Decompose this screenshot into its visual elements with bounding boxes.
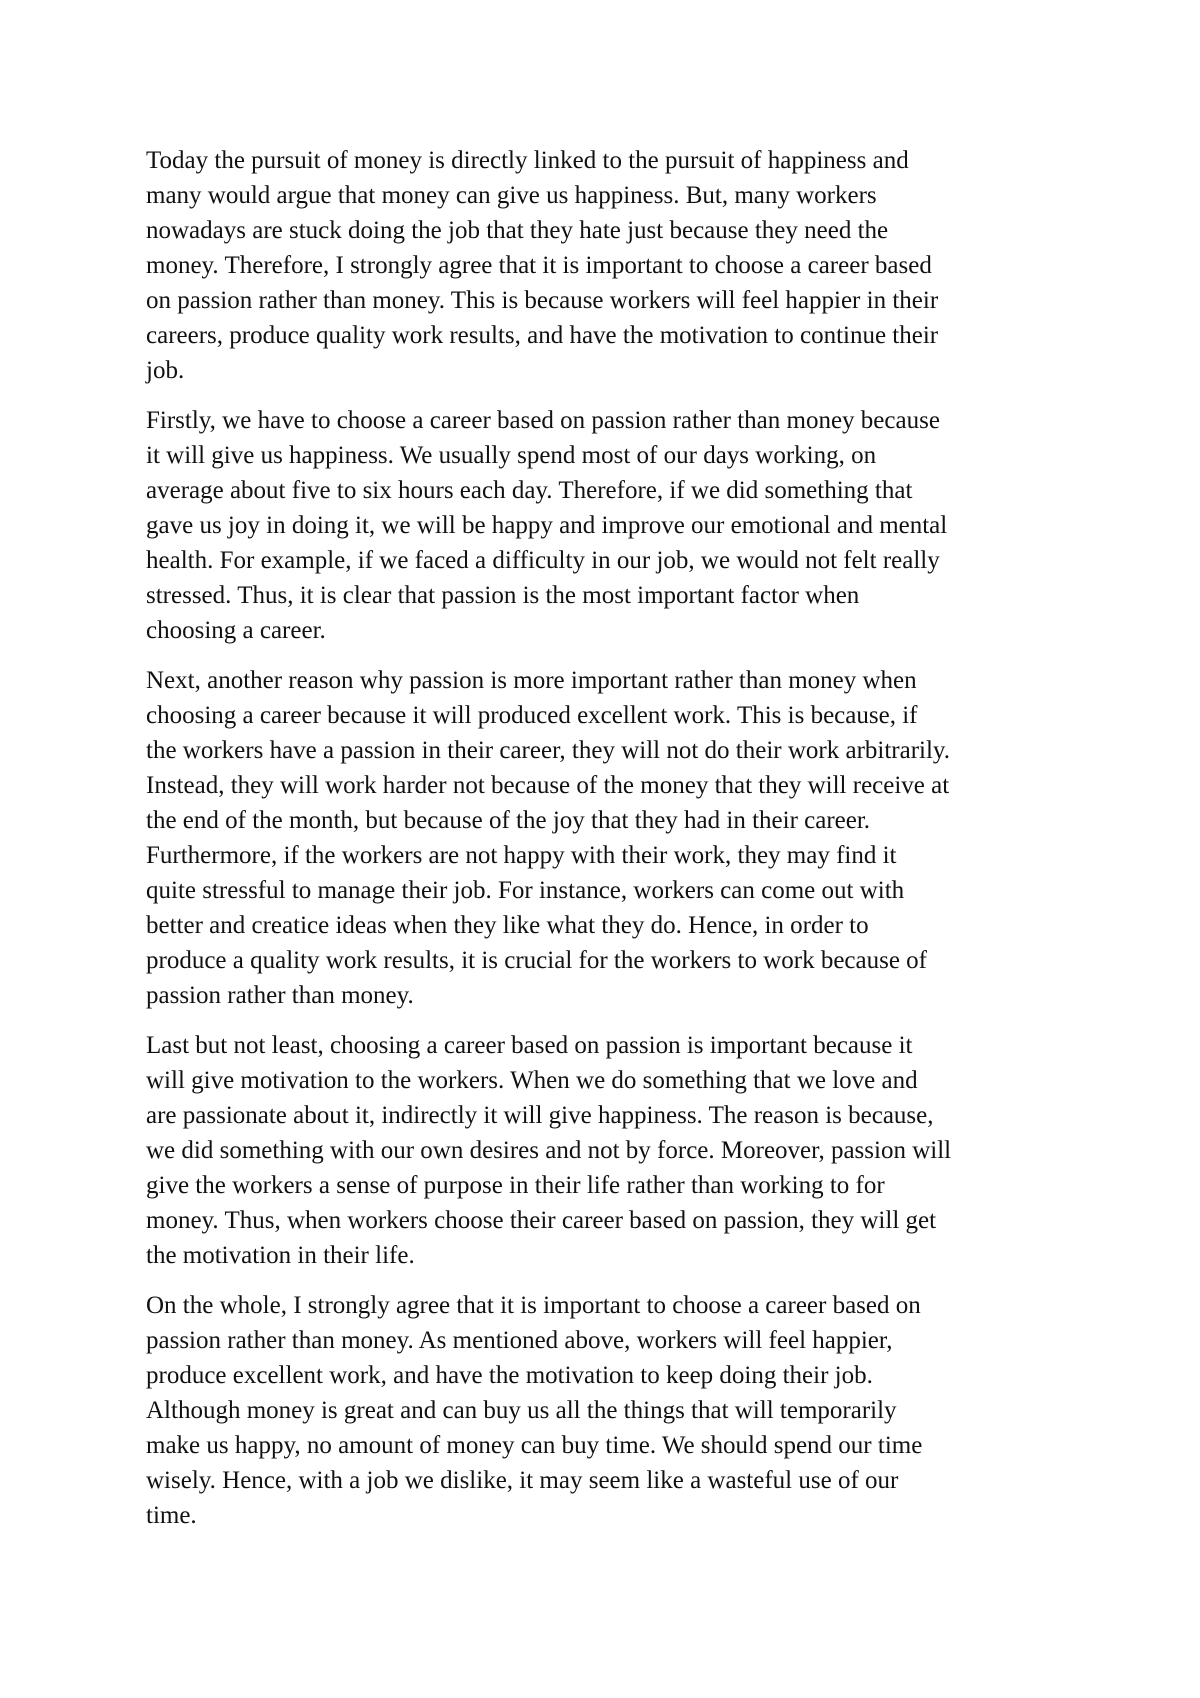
paragraph-conclusion [146, 1288, 1066, 1533]
text-line: better and creatice ideas when they like what they do. Hence, in order to [146, 912, 869, 939]
text-line: average about five to six hours each day. Therefore, if we did something that [146, 477, 913, 504]
text-line: money. Therefore, I strongly agree that it is important to choose a career based [146, 252, 932, 279]
text-line: Last but not least, choosing a career based on passion is important because it [146, 1032, 913, 1059]
text-line: make us happy, no amount of money can buy time. We should spend our time [146, 1432, 923, 1459]
paragraph-body-1 [146, 403, 1066, 648]
paragraph-introduction [146, 143, 1066, 388]
text-line: passion rather than money. As mentioned above, workers will feel happier, [146, 1327, 893, 1354]
text-line: money. Thus, when workers choose their career based on passion, they will get [146, 1207, 937, 1234]
text-line: Next, another reason why passion is more important rather than money when [146, 667, 917, 694]
text-line: it will give us happiness. We usually spend most of our days working, on [146, 442, 877, 469]
paragraph-body-3 [146, 1028, 1066, 1273]
text-line: health. For example, if we faced a difficulty in our job, we would not felt really [146, 547, 940, 574]
text-line: we did something with our own desires and not by force. Moreover, passion will [146, 1137, 952, 1164]
text-line: the motivation in their life. [146, 1242, 415, 1269]
text-line: the end of the month, but because of the joy that they had in their career. [146, 807, 871, 834]
text-line: will give motivation to the workers. When we do something that we love and [146, 1067, 918, 1094]
text-line: passion rather than money. [146, 982, 414, 1009]
text-line: are passionate about it, indirectly it will give happiness. The reason is because, [146, 1102, 934, 1129]
text-line: choosing a career. [146, 617, 326, 644]
text-line: the workers have a passion in their career, they will not do their work arbitrarily. [146, 737, 951, 764]
text-line: Firstly, we have to choose a career based on passion rather than money because [146, 407, 940, 434]
document-body [146, 143, 1066, 1548]
text-line: quite stressful to manage their job. For instance, workers can come out with [146, 877, 905, 904]
text-line: Furthermore, if the workers are not happy with their work, they may find it [146, 842, 897, 869]
text-line: job. [146, 357, 185, 384]
text-line: choosing a career because it will produced excellent work. This is because, if [146, 702, 918, 729]
text-line: many would argue that money can give us happiness. But, many workers [146, 182, 877, 209]
text-line: Today the pursuit of money is directly linked to the pursuit of happiness and [146, 147, 909, 174]
text-line: produce a quality work results, it is crucial for the workers to work because of [146, 947, 928, 974]
text-line: stressed. Thus, it is clear that passion is the most important factor when [146, 582, 860, 609]
text-line: careers, produce quality work results, and have the motivation to continue their [146, 322, 939, 349]
text-line: On the whole, I strongly agree that it is important to choose a career based on [146, 1292, 921, 1319]
text-line: gave us joy in doing it, we will be happy and improve our emotional and mental [146, 512, 948, 539]
text-line: on passion rather than money. This is because workers will feel happier in their [146, 287, 939, 314]
text-line: Instead, they will work harder not because of the money that they will receive at [146, 772, 950, 799]
text-line: nowadays are stuck doing the job that they hate just because they need the [146, 217, 889, 244]
text-line: Although money is great and can buy us all the things that will temporarily [146, 1397, 897, 1424]
text-line: produce excellent work, and have the motivation to keep doing their job. [146, 1362, 873, 1389]
text-line: give the workers a sense of purpose in their life rather than working to for [146, 1172, 885, 1199]
paragraph-body-2 [146, 663, 1066, 1013]
text-line: wisely. Hence, with a job we dislike, it may seem like a wasteful use of our [146, 1467, 899, 1494]
text-line: time. [146, 1502, 197, 1529]
